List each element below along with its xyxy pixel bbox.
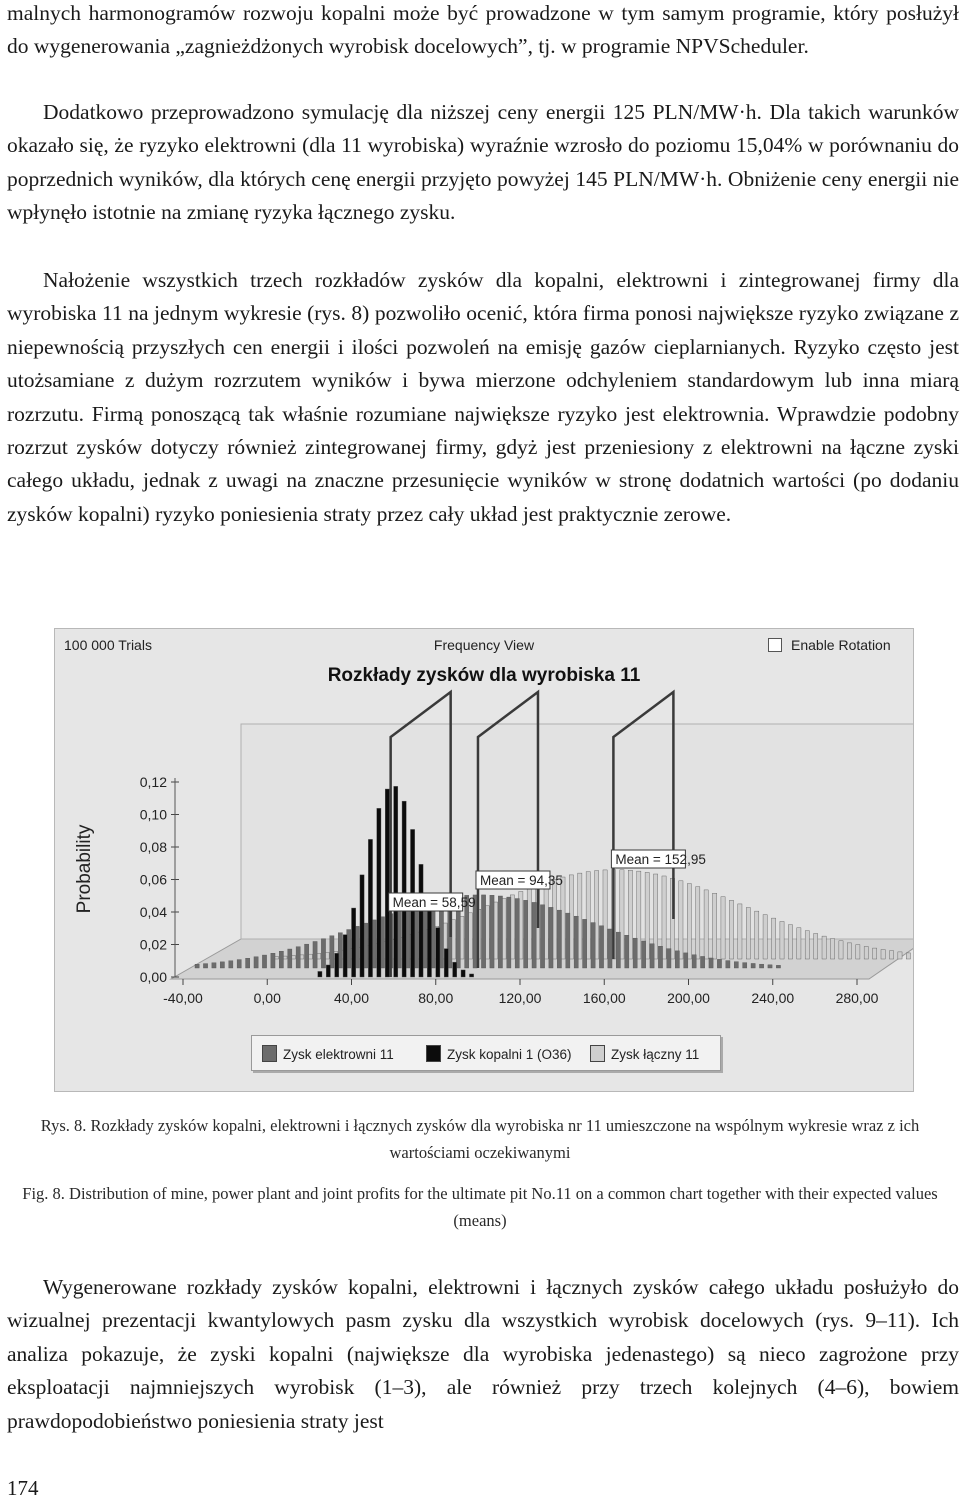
bar [599, 926, 603, 968]
bar [717, 959, 721, 968]
y-tick-label: 0,04 [139, 904, 167, 920]
bar [692, 955, 696, 968]
bar [566, 913, 570, 968]
legend-swatch [426, 1045, 441, 1062]
bar [687, 884, 691, 959]
bar [771, 918, 775, 959]
bar [246, 958, 250, 968]
bar [326, 965, 330, 977]
bar [667, 949, 671, 968]
bar [856, 945, 860, 959]
bar [212, 963, 216, 968]
bar [377, 808, 381, 977]
bar [490, 895, 494, 968]
bar [305, 944, 309, 968]
legend-item-mine [426, 1045, 572, 1062]
bar [701, 956, 705, 968]
bar [704, 890, 708, 959]
bar [847, 943, 851, 959]
bar [402, 801, 406, 977]
bar [889, 951, 893, 959]
bar [271, 953, 275, 968]
bar [453, 962, 457, 977]
bar [822, 936, 826, 959]
y-tick-label: 0,08 [139, 839, 167, 855]
bar [229, 961, 233, 968]
bar [873, 948, 877, 959]
bar [675, 951, 679, 968]
x-tick-label: 160,00 [582, 990, 626, 1006]
x-tick-label: 200,00 [667, 990, 710, 1006]
bar [368, 839, 372, 977]
bar [220, 962, 224, 968]
bar [608, 929, 612, 968]
bar [839, 941, 843, 959]
bar [321, 939, 325, 968]
bar [759, 964, 763, 968]
bar [709, 958, 713, 968]
bar [318, 971, 322, 977]
legend-label: Zysk elektrowni 11 [283, 1047, 394, 1062]
x-tick-label: 0,00 [253, 990, 281, 1006]
legend-label: Zysk łączny 11 [611, 1047, 700, 1062]
x-tick-label: 40,00 [333, 990, 370, 1006]
view-name-label: Frequency View [433, 637, 535, 653]
bar [313, 941, 317, 968]
bar [507, 897, 511, 968]
bar [633, 938, 637, 968]
y-axis [140, 774, 179, 985]
x-tick-label: 120,00 [498, 990, 542, 1006]
bar [734, 962, 738, 968]
bar [650, 944, 654, 968]
y-tick-label: 0,06 [139, 871, 167, 888]
bar [721, 897, 725, 959]
bar [498, 896, 502, 968]
legend-item-joint [590, 1045, 699, 1062]
bar [726, 961, 730, 968]
bar [394, 786, 398, 977]
x-tick-label: 280,00 [835, 990, 879, 1006]
bar [713, 893, 717, 959]
bar [481, 895, 485, 968]
bar [461, 970, 465, 977]
bar [540, 905, 544, 968]
y-tick-label: 0,02 [139, 936, 167, 953]
x-axis [163, 979, 878, 1006]
bar [864, 947, 868, 959]
bar [419, 864, 423, 977]
bar [743, 963, 747, 968]
y-axis-label: Probability [74, 824, 95, 914]
chart-back-wall [241, 724, 913, 939]
bar [279, 951, 283, 968]
bar [751, 963, 755, 968]
bar [696, 887, 700, 959]
bar [237, 960, 241, 968]
figure-caption-english: Fig. 8. Distribution of mine, power plant and joint profits for the ultimate pit No.11 on a common chart together with their expected values (means) [22, 1184, 938, 1230]
bar [830, 939, 834, 959]
bar [574, 916, 578, 968]
bar [343, 935, 347, 977]
paragraph-quantile-bands: Wygenerowane rozkłady zysków kopalni, elektrowni i łącznych zysków całego układu posłużyło do wizualnej prezentacji kwantylowych pasm zysku dla wszystkich wyrobisk docelowych (rys. 9–11). Ich analiza pokazuje, że zyski kopalni (największe dla wyrobiska jedenastego) są nieco zagrożone przy eksploatacji najmniejszych wyrobisk (1–3), ale również przy trzech kolejnych (4–6), bowiem prawdopodobieństwo poniesienia straty jest [7, 1275, 959, 1433]
chart-legend [251, 1035, 721, 1071]
bar [658, 946, 662, 968]
bar [288, 949, 292, 968]
bar [776, 965, 780, 968]
bar [738, 904, 742, 959]
bar [385, 789, 389, 977]
bar [583, 919, 587, 968]
legend-swatch [590, 1045, 605, 1062]
bar [616, 932, 620, 968]
bar [352, 908, 356, 977]
bar [755, 911, 759, 959]
bar [591, 923, 595, 968]
bar [335, 953, 339, 977]
bar [532, 902, 536, 968]
bar [679, 881, 683, 959]
bar [642, 941, 646, 968]
bar [203, 964, 207, 968]
legend-item-electricity [262, 1045, 394, 1062]
bar [557, 910, 561, 968]
bar [684, 953, 688, 968]
bar [746, 908, 750, 959]
paragraph-risk: Nałożenie wszystkich trzech rozkładów zysków dla kopalni, elektrowni i zintegrowanej firmy dla wyrobiska 11 na jednym wykresie (rys. 8) pozwoliło ocenić, która firma ponosi największe ryzyko związane z niepewnością przyszłych cen energii i ilości pozwoleń na emisję gazów cieplarnianych. Ryzyko często jest utożsamiane z dużym rozrzutem wyników i bywa mierzone odchyleniem standardowym lub inna miarą rozrzutu. Firmą ponoszącą tak właśnie rozumiane największe ryzyko jest elektrownia. Wprawdzie podobny rozrzut zysków dotyczy również zintegrowanej firmy, gdyż jest przeniesiony z elektrowni na łączne zyski całego układu, jednak z uwagi na znaczne przesunięcie wyników w stronę dodatnich wartości (po dodaniu zysków kopalni) ryzyko poniesienia straty przez cały układ jest praktycznie zerowe. [7, 268, 959, 526]
page-number: 174 [7, 1476, 39, 1500]
bar [768, 965, 772, 968]
bar [898, 952, 902, 959]
figure-frequency-chart [54, 628, 914, 1092]
chart-title: Rozkłady zysków dla wyrobiska 11 [327, 665, 641, 686]
bar [330, 936, 334, 968]
bar [763, 915, 767, 959]
x-tick-label: -40,00 [163, 990, 203, 1006]
bar [780, 921, 784, 959]
y-tick-label: 0,10 [139, 806, 167, 823]
paragraph-continuation: malnych harmonogramów rozwoju kopalni może być prowadzone w tym samym programie, który posłużył do wygenerowania „zagnieżdżonych wyrobisk docelowych”, tj. w programie NPVScheduler. [7, 1, 959, 59]
trials-label: 100 000 Trials [64, 637, 152, 653]
y-tick-label: 0,00 [139, 969, 167, 985]
bar [797, 928, 801, 959]
legend-swatch [262, 1045, 277, 1062]
bar [262, 955, 266, 968]
mean-label: Mean = 58,59 [392, 895, 476, 910]
bar [296, 947, 300, 968]
paragraph-energy-price: Dodatkowo przeprowadzono symulację dla niższej ceny energii 125 PLN/MW·h. Dla takich warunków okazało się, że ryzyko elektrowni (dla 11 wyrobiska) wyraźnie wzrosło do poziomu 15,04% w porównaniu do poprzednich wyników, dla których cenę energii przyjęto powyżej 145 PLN/MW·h. Obniżenie ceny energii nie wpłynęło istotnie na zmianę ryzyka łącznego zysku. [7, 100, 959, 225]
bar [729, 900, 733, 959]
bar [549, 907, 553, 968]
bar [524, 900, 528, 968]
bar [906, 953, 910, 959]
bar [360, 875, 364, 977]
x-tick-label: 80,00 [418, 990, 454, 1006]
enable-rotation-label: Enable Rotation [791, 637, 891, 653]
bar [444, 949, 448, 977]
bar [814, 934, 818, 959]
bar [436, 928, 440, 977]
bar [469, 974, 473, 977]
bar [881, 950, 885, 959]
bar [788, 925, 792, 959]
mean-label: Mean = 94,35 [479, 873, 563, 888]
x-tick-label: 240,00 [751, 990, 795, 1006]
bar [515, 899, 519, 968]
bar [805, 931, 809, 959]
legend-label: Zysk kopalni 1 (O36) [447, 1047, 572, 1062]
mean-label: Mean = 152,95 [615, 852, 706, 867]
bar [625, 935, 629, 968]
bar [254, 957, 258, 968]
y-tick-label: 0,12 [139, 774, 167, 790]
bar [195, 964, 199, 968]
chart-plot [55, 629, 913, 1091]
figure-caption-polish: Rys. 8. Rozkłady zysków kopalni, elektrowni i łącznych zysków dla wyrobiska nr 11 umieszczone na wspólnym wykresie wraz z ich wartościami oczekiwanymi [40, 1116, 920, 1162]
